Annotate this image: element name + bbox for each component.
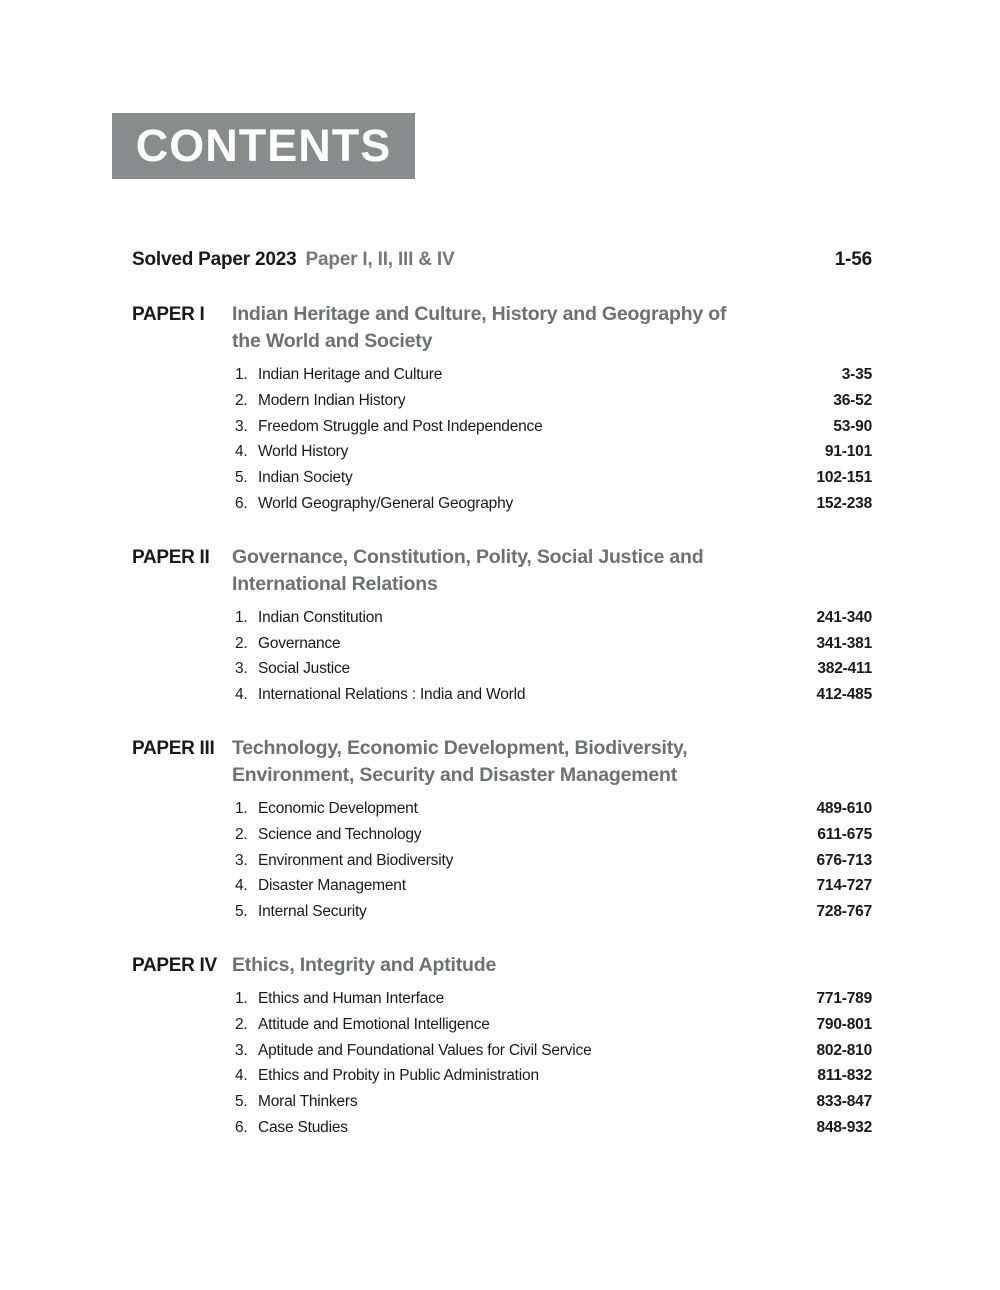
chapter-title: Social Justice	[258, 660, 350, 678]
chapter-title: Indian Society	[258, 469, 353, 487]
chapter-title: Indian Heritage and Culture	[258, 366, 443, 383]
chapter-row	[232, 1063, 872, 1089]
chapter-pages: 152-238	[816, 494, 872, 512]
chapter-number: 1.	[235, 366, 248, 383]
chapter-pages: 771-789	[816, 989, 872, 1007]
chapter-row	[232, 986, 872, 1012]
chapter-number: 2.	[235, 391, 248, 409]
section-items	[232, 605, 872, 708]
chapter-title: International Relations : India and World	[258, 686, 526, 704]
chapter-pages: 382-411	[817, 660, 872, 678]
chapter-title: Environment and Biodiversity	[258, 851, 454, 869]
chapter-row	[232, 414, 872, 440]
chapter-number: 2.	[235, 1015, 248, 1033]
chapter-pages: 676-713	[816, 851, 872, 869]
chapter-row	[232, 388, 872, 414]
chapter-row	[232, 899, 872, 925]
section-title: Governance, Constitution, Polity, Social Justice and International Relations	[232, 545, 704, 595]
section-title: Indian Heritage and Culture, History and Geography of the World and Society	[232, 303, 727, 352]
chapter-row	[232, 796, 872, 822]
chapter-title: Case Studies	[258, 1118, 348, 1136]
section-title: Ethics, Integrity and Aptitude	[232, 953, 497, 976]
chapter-number: 3.	[235, 1041, 248, 1059]
chapter-row	[232, 631, 872, 657]
chapter-title: Ethics and Human Interface	[258, 989, 445, 1007]
paper-label: PAPER II	[132, 546, 210, 568]
chapter-title: Economic Development	[258, 799, 418, 817]
chapter-row	[232, 1012, 872, 1038]
chapter-number: 3.	[235, 660, 248, 678]
chapter-row	[232, 1038, 872, 1064]
chapter-number: 3.	[235, 851, 248, 869]
chapter-pages: 489-610	[816, 799, 872, 817]
chapter-pages: 728-767	[816, 903, 872, 921]
section-body	[232, 544, 872, 708]
section-body	[232, 735, 872, 925]
chapter-row	[232, 439, 872, 465]
chapter-number: 4.	[235, 443, 248, 461]
contents-banner-title: CONTENTS	[135, 120, 392, 171]
section-body	[232, 301, 872, 517]
chapter-title: Disaster Management	[258, 877, 406, 895]
paper-label: PAPER I	[132, 304, 205, 325]
chapter-number: 5.	[235, 903, 248, 921]
chapter-number: 5.	[235, 1093, 248, 1111]
paper-label: PAPER IV	[132, 954, 217, 976]
solved-paper-pages: 1-56	[834, 249, 872, 270]
chapter-row	[232, 682, 872, 708]
chapter-pages: 848-932	[816, 1118, 872, 1136]
chapter-title: World History	[258, 443, 349, 461]
chapter-number: 6.	[235, 494, 248, 512]
section-items	[232, 986, 872, 1141]
chapter-row	[232, 1115, 872, 1141]
contents-body	[132, 246, 872, 1168]
chapter-pages: 36-52	[833, 391, 872, 409]
chapter-pages: 102-151	[816, 469, 872, 487]
section-title: Technology, Economic Development, Biodiversity, Environment, Security and Disaster Management	[232, 736, 688, 786]
chapter-pages: 91-101	[824, 443, 872, 461]
chapter-title: Internal Security	[258, 903, 367, 921]
chapter-number: 4.	[235, 686, 248, 704]
chapter-pages: 3-35	[841, 366, 872, 383]
chapter-row	[232, 873, 872, 899]
chapter-pages: 714-727	[816, 877, 872, 895]
chapter-title: Science and Technology	[258, 825, 422, 843]
chapter-title: Moral Thinkers	[258, 1093, 358, 1111]
chapter-pages: 241-340	[816, 608, 872, 626]
paper-section	[132, 301, 872, 517]
chapter-title: Ethics and Probity in Public Administration	[258, 1067, 539, 1085]
chapter-number: 5.	[235, 469, 248, 487]
chapter-row	[232, 656, 872, 682]
chapter-title: Aptitude and Foundational Values for Civil Service	[258, 1041, 592, 1059]
chapter-row	[232, 605, 872, 631]
chapter-number: 1.	[235, 608, 248, 626]
chapter-title: Freedom Struggle and Post Independence	[258, 417, 543, 435]
chapter-number: 4.	[235, 877, 248, 895]
solved-paper-row	[132, 246, 872, 273]
chapter-title: World Geography/General Geography	[258, 494, 514, 512]
chapter-number: 3.	[235, 417, 248, 435]
chapter-row	[232, 491, 872, 517]
section-body	[232, 952, 872, 1141]
chapter-pages: 341-381	[816, 634, 872, 652]
paper-section	[132, 952, 872, 1141]
chapter-row	[232, 1089, 872, 1115]
chapter-title: Modern Indian History	[258, 391, 406, 409]
chapter-pages: 802-810	[816, 1041, 872, 1059]
chapter-title: Indian Constitution	[258, 608, 383, 626]
chapter-number: 4.	[235, 1067, 248, 1085]
solved-paper-title: Solved Paper 2023	[132, 249, 297, 270]
chapter-title: Attitude and Emotional Intelligence	[258, 1015, 490, 1033]
chapter-number: 6.	[235, 1118, 248, 1136]
solved-paper-heading	[132, 246, 454, 273]
chapter-row	[232, 465, 872, 491]
contents-banner	[112, 113, 415, 179]
chapter-number: 1.	[235, 989, 248, 1007]
chapter-number: 2.	[235, 825, 248, 843]
solved-paper-subtitle: Paper I, II, III & IV	[305, 249, 455, 270]
chapter-pages: 811-832	[817, 1067, 872, 1085]
chapter-pages: 412-485	[816, 686, 872, 704]
section-items	[232, 362, 872, 517]
paper-section	[132, 735, 872, 925]
chapter-pages: 833-847	[816, 1093, 872, 1111]
chapter-row	[232, 848, 872, 874]
sections	[132, 301, 872, 1141]
chapter-title: Governance	[258, 634, 341, 652]
paper-label: PAPER III	[132, 737, 215, 759]
section-items	[232, 796, 872, 925]
chapter-number: 1.	[235, 799, 248, 817]
chapter-row	[232, 822, 872, 848]
chapter-pages: 53-90	[833, 417, 872, 435]
chapter-row	[232, 362, 872, 388]
chapter-number: 2.	[235, 634, 248, 652]
chapter-pages: 790-801	[816, 1015, 872, 1033]
paper-section	[132, 544, 872, 708]
chapter-pages: 611-675	[817, 825, 872, 843]
